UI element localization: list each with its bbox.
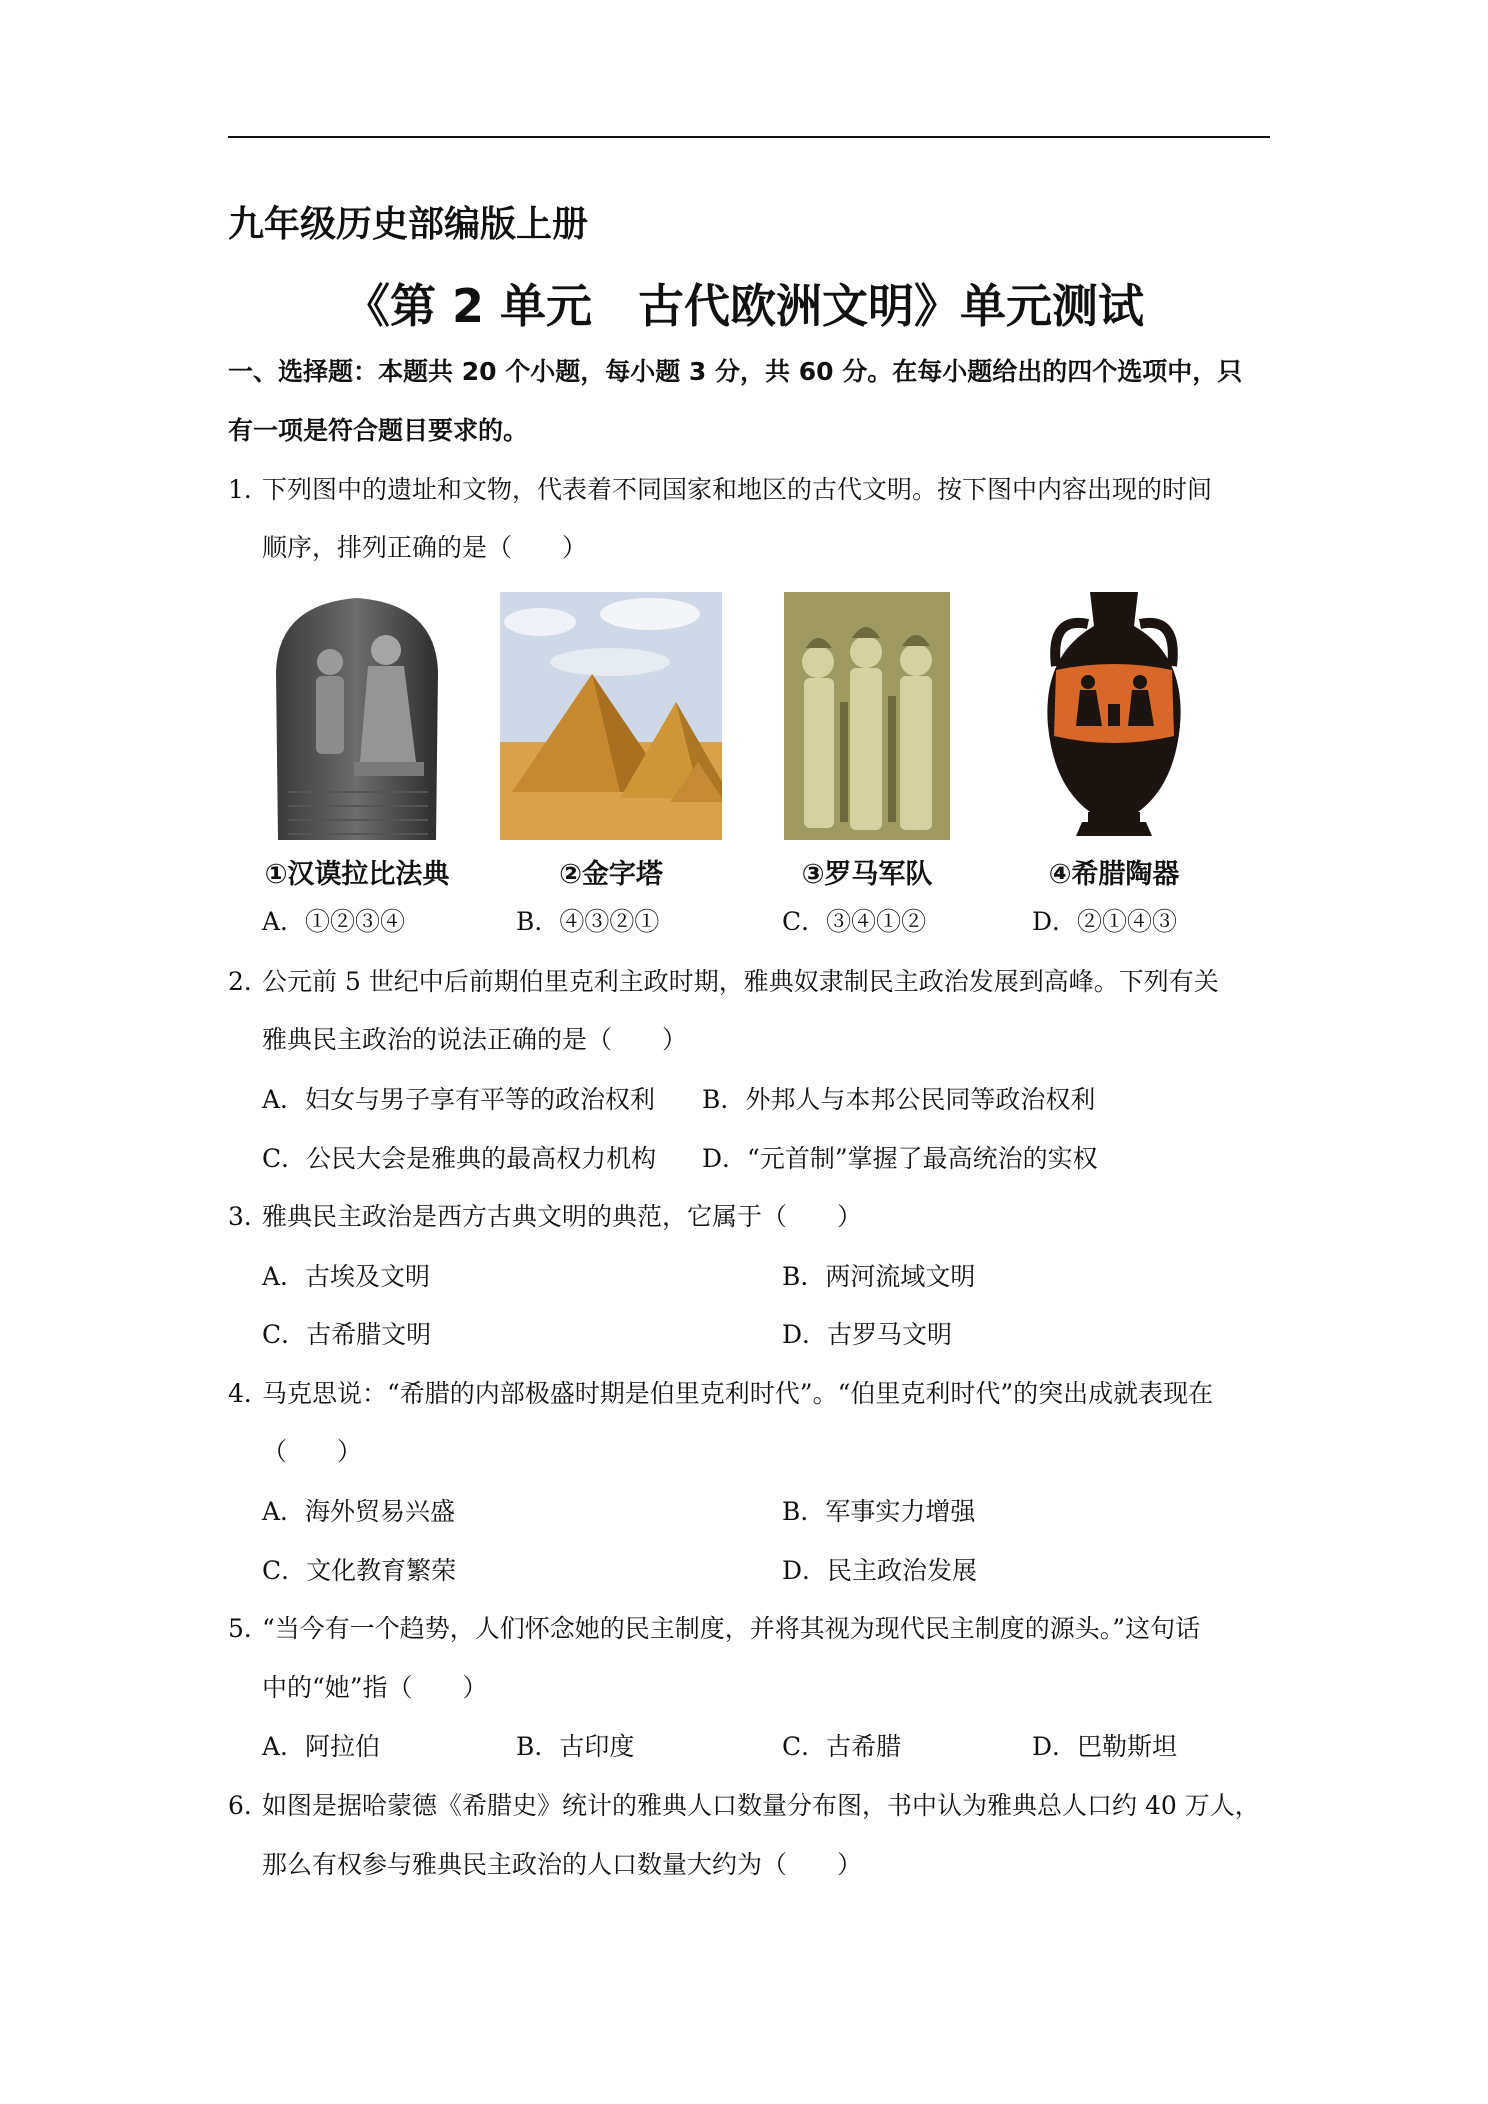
pyramids-icon: [500, 592, 722, 840]
q4-option-b[interactable]: B．军事实力增强: [782, 1497, 976, 1526]
q3-number: 3．: [228, 1202, 269, 1231]
q1-image-caption-3: ③罗马军队: [801, 859, 933, 890]
q1-number: 1．: [228, 475, 269, 504]
grade-title: 九年级历史部编版上册: [228, 204, 589, 245]
q4-stem-line2: （ ）: [262, 1437, 363, 1466]
q1-stem-line2: 顺序，排列正确的是（ ）: [262, 533, 588, 562]
q2-option-d[interactable]: D．“元首制”掌握了最高统治的实权: [702, 1144, 1098, 1173]
q1-stem-line1: 下列图中的遗址和文物，代表着不同国家和地区的古代文明。按下图中内容出现的时间: [262, 475, 1213, 504]
greek-amphora-icon: [1026, 586, 1202, 840]
section-heading-line1: 一、选择题：本题共 20 个小题，每小题 3 分，共 60 分。在每小题给出的四个选项中，只: [228, 357, 1243, 386]
q5-option-b[interactable]: B．古印度: [516, 1732, 635, 1761]
q5-stem-line2: 中的“她”指（ ）: [262, 1673, 488, 1702]
q6-number: 6．: [228, 1791, 269, 1820]
q5-option-c[interactable]: C．古希腊: [782, 1732, 902, 1761]
q5-number: 5．: [228, 1614, 269, 1643]
q1-option-b[interactable]: B．④③②①: [516, 907, 660, 936]
header-rule: [228, 136, 1270, 138]
q4-stem-line1: 马克思说：“希腊的内部极盛时期是伯里克利时代”。“伯里克利时代”的突出成就表现在: [262, 1379, 1214, 1408]
q3-option-b[interactable]: B．两河流域文明: [782, 1262, 976, 1291]
q4-option-a[interactable]: A．海外贸易兴盛: [262, 1497, 456, 1526]
q1-option-c[interactable]: C．③④①②: [782, 907, 927, 936]
q3-option-a[interactable]: A．古埃及文明: [262, 1262, 431, 1291]
q6-stem-line1: 如图是据哈蒙德《希腊史》统计的雅典人口数量分布图，书中认为雅典总人口约 40 万人，: [262, 1791, 1260, 1820]
roman-soldiers-relief-icon: [784, 592, 950, 840]
q1-image-caption-2: ②金字塔: [559, 859, 663, 890]
q4-number: 4．: [228, 1379, 269, 1408]
q5-option-d[interactable]: D．巴勒斯坦: [1032, 1732, 1178, 1761]
q2-option-a[interactable]: A．妇女与男子享有平等的政治权利: [262, 1085, 656, 1114]
q5-option-a[interactable]: A．阿拉伯: [262, 1732, 381, 1761]
section-heading-line2: 有一项是符合题目要求的。: [228, 416, 529, 445]
q3-option-c[interactable]: C．古希腊文明: [262, 1320, 432, 1349]
hammurabi-stele-icon: [268, 592, 446, 840]
q6-stem-line2: 那么有权参与雅典民主政治的人口数量大约为（ ）: [262, 1850, 863, 1879]
q2-stem-line1: 公元前 5 世纪中后前期伯里克利主政时期，雅典奴隶制民主政治发展到高峰。下列有关: [262, 967, 1219, 996]
q4-option-c[interactable]: C．文化教育繁荣: [262, 1556, 457, 1585]
q2-number: 2．: [228, 967, 269, 996]
q2-stem-line2: 雅典民主政治的说法正确的是（ ）: [262, 1025, 688, 1054]
q1-option-d[interactable]: D．②①④③: [1032, 907, 1178, 936]
unit-title: 《第 2 单元 古代欧洲文明》单元测试: [343, 279, 1145, 333]
q1-option-a[interactable]: A．①②③④: [262, 907, 406, 936]
q4-option-d[interactable]: D．民主政治发展: [782, 1556, 978, 1585]
q1-image-caption-4: ④希腊陶器: [1048, 859, 1180, 890]
q3-option-d[interactable]: D．古罗马文明: [782, 1320, 953, 1349]
q2-option-c[interactable]: C．公民大会是雅典的最高权力机构: [262, 1144, 657, 1173]
q2-option-b[interactable]: B．外邦人与本邦公民同等政治权利: [702, 1085, 1096, 1114]
q3-stem-line1: 雅典民主政治是西方古典文明的典范，它属于（ ）: [262, 1202, 863, 1231]
q5-stem-line1: “当今有一个趋势，人们怀念她的民主制度，并将其视为现代民主制度的源头。”这句话: [262, 1614, 1201, 1643]
q1-image-caption-1: ①汉谟拉比法典: [264, 859, 450, 890]
